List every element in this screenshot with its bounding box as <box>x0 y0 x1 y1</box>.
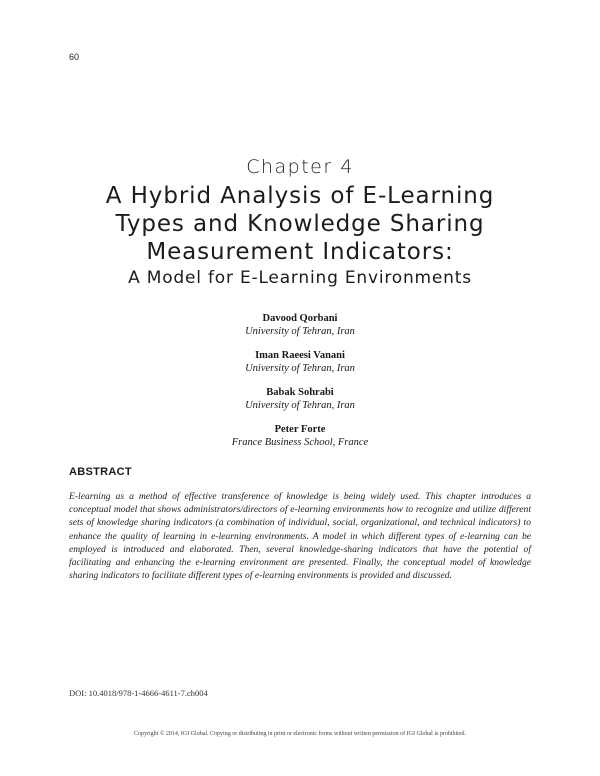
author-affiliation: University of Tehran, Iran <box>245 363 355 374</box>
doi-label: DOI: 10.4018/978-1-4666-4611-7.ch004 <box>69 688 208 698</box>
author-name: Babak Sohrabi <box>266 387 334 398</box>
title-line: Types and Knowledge Sharing <box>115 211 485 237</box>
author-list <box>0 312 600 460</box>
abstract-heading: ABSTRACT <box>69 466 132 478</box>
author-affiliation: University of Tehran, Iran <box>245 326 355 337</box>
author-entry <box>0 386 600 412</box>
author-affiliation: France Business School, France <box>231 437 369 448</box>
copyright-notice: Copyright © 2014, IGI Global. Copying or distributing in print or electronic forms without written permission of IGI Global is prohibited. <box>133 731 466 737</box>
chapter-label: Chapter 4 <box>246 156 354 178</box>
author-entry <box>0 312 600 338</box>
abstract-text: E-learning as a method of effective transference of knowledge is being widely used. This chapter introduces a conceptual model that shows administrators/directors of e-learning environments how to recognize and utilize different sets of knowledge sharing indicators (a combination of individual, social, organizational, and technical indicators) to enhance the quality of learning in e-learning environments. A model in which different types of e-learning can be employed is introduced and elaborated. Then, several knowledge-sharing indicators that have the potential of facilitating and enhancing the e-learning environment are presented. Finally, the conceptual model of knowledge sharing indicators to facilitate different types of e-learning environments is provided and discussed. <box>69 491 531 582</box>
title-line: A Hybrid Analysis of E-Learning <box>105 183 495 209</box>
author-name: Iman Raeesi Vanani <box>255 350 345 361</box>
author-entry <box>0 423 600 449</box>
page-number: 60 <box>69 52 80 62</box>
chapter-subtitle: A Model for E-Learning Environments <box>128 268 472 288</box>
author-name: Davood Qorbani <box>262 313 338 324</box>
title-line: Measurement Indicators: <box>146 239 454 265</box>
chapter-title <box>40 182 560 289</box>
author-entry <box>0 349 600 375</box>
author-affiliation: University of Tehran, Iran <box>245 400 355 411</box>
author-name: Peter Forte <box>274 424 326 435</box>
